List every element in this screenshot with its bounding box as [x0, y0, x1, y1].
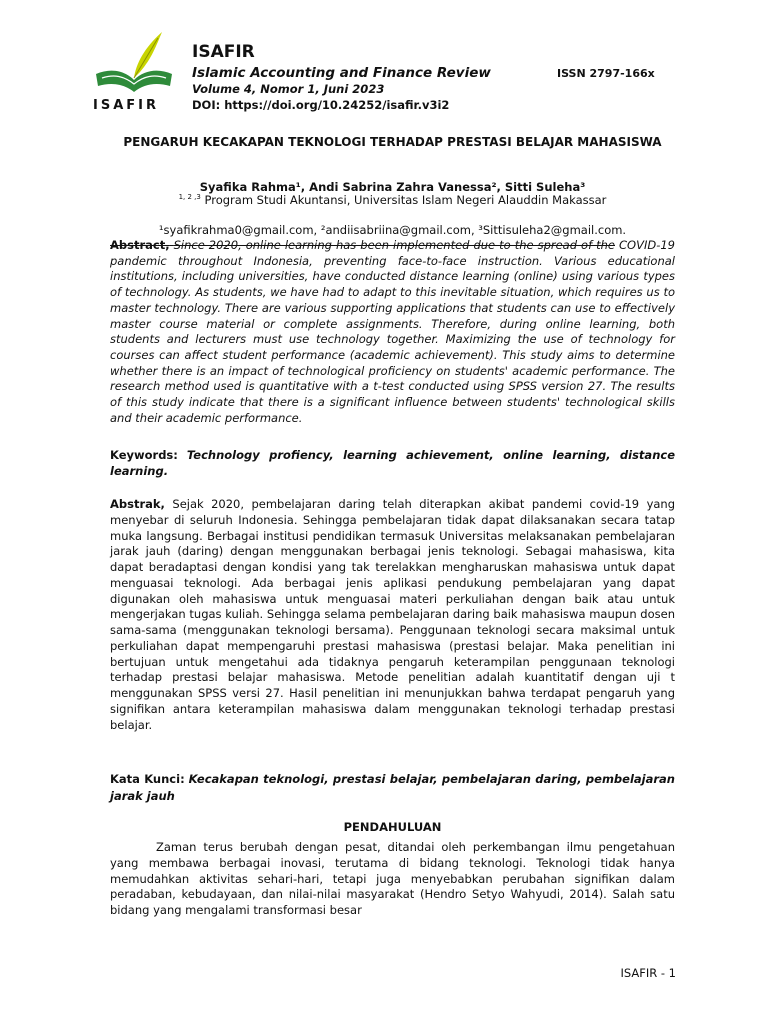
page-footer: ISAFIR - 1	[620, 966, 676, 980]
keywords-value: Technology profiency, learning achievement, online learning, distance learning.	[110, 448, 675, 478]
abstrak-label: Abstrak,	[110, 497, 165, 511]
kata-kunci-value: Kecakapan teknologi, prestasi belajar, pembelajaran daring, pembelajaran jarak jauh	[110, 772, 675, 803]
isafir-logo	[90, 28, 182, 114]
doi-link[interactable]: DOI: https://doi.org/10.24252/isafir.v3i2	[192, 98, 450, 112]
abstract-indonesian	[110, 497, 675, 733]
keywords-label: Keywords:	[110, 448, 178, 462]
volume-info: Volume 4, Nomor 1, Juni 2023	[192, 82, 385, 96]
journal-full-title: Islamic Accounting and Finance Review	[192, 65, 491, 81]
affiliation-text: Program Studi Akuntansi, Universitas Islam Negeri Alauddin Makassar	[204, 193, 607, 207]
author-emails: ¹syafikrahma0@gmail.com, ²andiisabriina@gmail.com, ³Sittisuleha2@gmail.com.	[158, 223, 627, 237]
abstract-text: COVID-19 pandemic throughout Indonesia, preventing face-to-face instruction. Various educational institutions, including universities, have conducted distance learning (online) using various types of technology. As students, we have had to adapt to this inevitable situation, which requires us to master technology. There are various supporting applications that students can use to effectively master course material or complete assignments. Therefore, during online learning, both students and lecturers must use technology together. Maximizing the use of technology for courses can affect student performance (academic achievement). This study aims to determine whether there is an impact of technological proficiency on students' academic performance. The research method used is quantitative with a t-test conducted using SPSS version 27. The results of this study indicate that there is a significant influence between students' technological skills and their academic performance.	[110, 238, 675, 425]
author-list: Syafika Rahma¹, Andi Sabrina Zahra Vanessa², Sitti Suleha³	[199, 180, 586, 194]
section-heading: PENDAHULUAN	[343, 820, 442, 834]
journal-name: ISAFIR	[192, 42, 255, 62]
abstrak-text: Sejak 2020, pembelajaran daring telah diterapkan akibat pandemi covid-19 yang menyebar di seluruh Indonesia. Sehingga pembelajaran tidak dapat dilaksanakan secara tatap muka langsung. Berbagai institusi pendidikan termasuk Universitas melaksanakan pembelajaran jarak jauh (daring) dengan menggunakan berbagai jenis teknologi. Sebagai mahasiswa, kita dapat beradaptasi dengan kondisi yang tak terelakkan mengharuskan mahasiswa untuk dapat menguasai teknologi. Ada berbagai jenis aplikasi pendukung pembelajaran yang dapat digunakan oleh mahasiswa untuk menguasai materi perkuliahan dengan baik atau untuk mengerjakan tugas kuliah. Sehingga selama pembelajaran daring baik mahasiswa maupun dosen sama-sama (menggunakan teknologi bersama). Penggunaan teknologi secara maksimal untuk perkuliahan dapat mempengaruhi prestasi mahasiswa (prestasi belajar. Maka penelitian ini bertujuan untuk mengetahui ada tidaknya pengaruh keterampilan penggunaan teknologi terhadap prestasi belajar mahasiswa. Metode penelitian adalah kuantitatif dengan uji t menggunakan SPSS versi 27. Hasil penelitian ini menunjukkan bahwa terdapat pengaruh yang signifikan antara keterampilan mahasiswa dalam menggunakan teknologi terhadap prestasi belajar.	[110, 497, 676, 732]
logo-wordmark: ISAFIR	[93, 98, 159, 113]
abstract-english	[110, 238, 675, 426]
journal-header	[90, 28, 690, 118]
section-body: Zaman terus berubah dengan pesat, ditandai oleh perkembangan ilmu pengetahuan yang membawa berbagai inovasi, terutama di bidang teknologi. Teknologi tidak hanya memudahkan aktivitas sehari-hari, tetapi juga menyebabkan perubahan signifikan dalam peradaban, kebudayaan, dan nilai-nilai masyarakat (Hendro Setyo Wahyudi, 2014). Salah satu bidang yang mengalami transformasi besar	[110, 840, 675, 918]
keywords	[110, 447, 675, 479]
affiliation	[110, 193, 675, 207]
kata-kunci	[110, 771, 675, 805]
kata-kunci-label: Kata Kunci:	[110, 772, 185, 786]
affiliation-superscript: 1, 2 ,3	[178, 193, 201, 202]
issn: ISSN 2797-166x	[557, 67, 655, 80]
abstract-first-line: Since 2020, online learning has been implemented due to the spread of the	[173, 238, 615, 252]
paper-title: PENGARUH KECAKAPAN TEKNOLOGI TERHADAP PRESTASI BELAJAR MAHASISWA	[123, 135, 662, 149]
abstract-label: Abstract,	[110, 238, 170, 252]
